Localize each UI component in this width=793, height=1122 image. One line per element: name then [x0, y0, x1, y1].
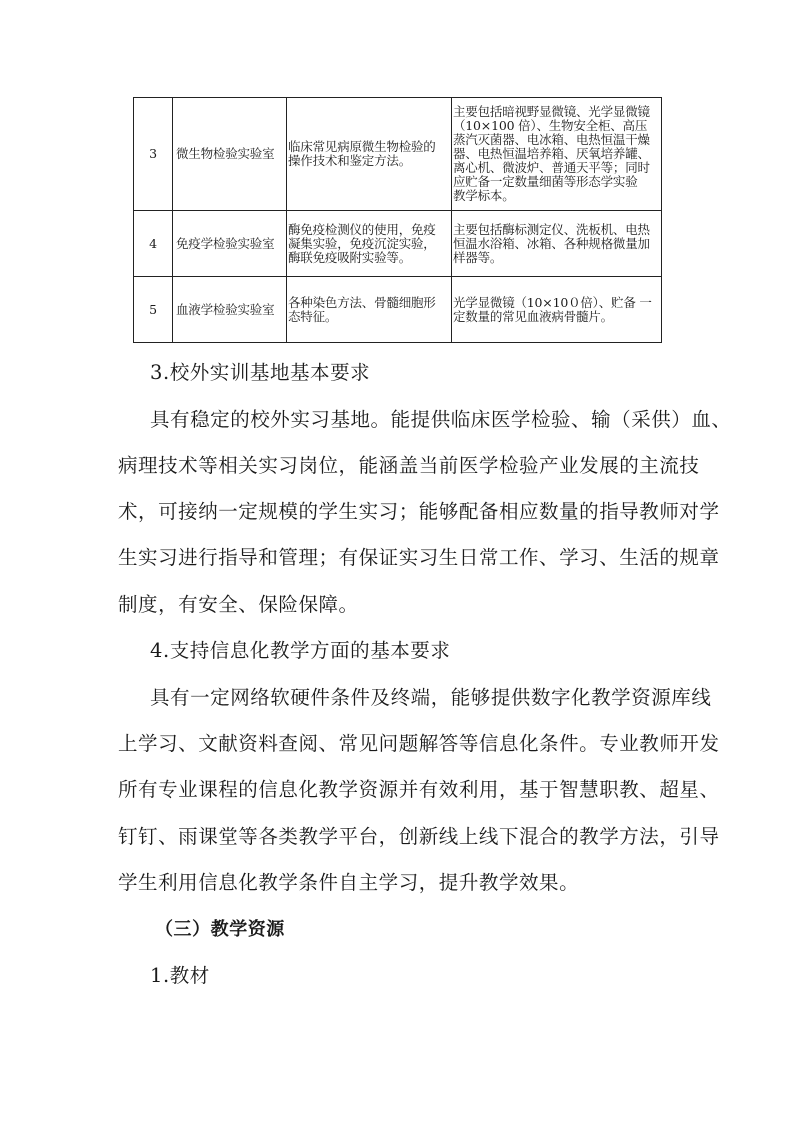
equipment-line: 蒸汽灭菌器、电冰箱、电热恒温干燥: [453, 132, 650, 147]
table-row: [134, 277, 662, 343]
equipment-line: 主要包括酶标测定仪、洗板机、电热: [453, 221, 650, 237]
equipment-line: 应贮备一定数量细菌等形态学实验: [453, 174, 638, 189]
paragraph-line: 术，可接纳一定规模的学生实习；能够配备相应数量的指导教师对学: [118, 500, 720, 523]
subsection-heading-textbooks: 1.教材: [150, 964, 210, 987]
equipment-line: 光学显微镜（10×10０倍）、贮备 一: [453, 294, 652, 310]
lab-name: 免疫学检验实验室: [173, 211, 287, 277]
paragraph-line: 生实习进行指导和管理；有保证实习生日常工作、学习、生活的规章: [118, 546, 720, 569]
paragraph-line: 钉钉、雨课堂等各类教学平台，创新线上线下混合的教学方法，引导: [118, 825, 720, 848]
paragraph-line: 所有专业课程的信息化教学资源并有效利用，基于智慧职教、超星、: [118, 778, 720, 801]
lab-equipment: [452, 98, 662, 211]
table-row: [134, 211, 662, 277]
lab-content: [287, 277, 452, 343]
paragraph-line: 具有一定网络软硬件条件及终端，能够提供数字化教学资源库线: [150, 686, 712, 709]
content-line: 临床常见病原微生物检验的: [288, 139, 436, 154]
paragraph-line: 上学习、文献资料查阅、常见问题解答等信息化条件。专业教师开发: [118, 732, 720, 755]
equipment-line: 离心机、微波炉、普通天平等；同时: [453, 160, 650, 175]
equipment-line: 教学标本。: [453, 188, 515, 203]
equipment-line: （10×100 倍）、生物安全柜、高压: [453, 118, 648, 133]
paragraph-line: 具有稳定的校外实习基地。能提供临床医学检验、输（采供）血、: [150, 408, 732, 431]
content-line: 各种染色方法、骨髓细胞形: [288, 294, 436, 310]
paragraph-line: 学生利用信息化教学条件自主学习，提升教学效果。: [118, 871, 580, 894]
lab-name: 血液学检验实验室: [173, 277, 287, 343]
equipment-line: 定数量的常见血液病骨髓片。: [453, 308, 613, 324]
lab-equipment: [452, 277, 662, 343]
lab-table: [133, 97, 662, 343]
equipment-line: 样器等。: [453, 249, 503, 265]
section-heading-offsite-base: 3.校外实训基地基本要求: [150, 361, 371, 384]
row-number: 4: [134, 211, 173, 277]
content-line: 操作技术和鉴定方法。: [288, 153, 412, 168]
content-line: 凝集实验，免疫沉淀实验，: [288, 235, 436, 251]
row-number: 5: [134, 277, 173, 343]
paragraph-line: 制度，有安全、保险保障。: [118, 593, 359, 616]
content-line: 酶联免疫吸附实验等。: [288, 249, 412, 265]
paragraph-line: 病理技术等相关实习岗位，能涵盖当前医学检验产业发展的主流技: [118, 454, 700, 477]
lab-equipment: [452, 211, 662, 277]
lab-name: 微生物检验实验室: [173, 98, 287, 211]
row-number: 3: [134, 98, 173, 211]
content-line: 酶免疫检测仪的使用，免疫: [288, 221, 436, 237]
equipment-line: 主要包括暗视野显微镜、光学显微镜: [453, 104, 650, 119]
lab-content: [287, 211, 452, 277]
lab-content: [287, 98, 452, 211]
content-line: 态特征。: [288, 308, 338, 324]
table-row: [134, 98, 662, 211]
equipment-line: 恒温水浴箱、冰箱、各种规格微量加: [453, 235, 650, 251]
section-heading-it-teaching: 4.支持信息化教学方面的基本要求: [150, 639, 451, 662]
section-heading-teaching-resources: （三）教学资源: [155, 919, 285, 940]
equipment-line: 器、电热恒温培养箱、厌氧培养罐、: [453, 146, 650, 161]
